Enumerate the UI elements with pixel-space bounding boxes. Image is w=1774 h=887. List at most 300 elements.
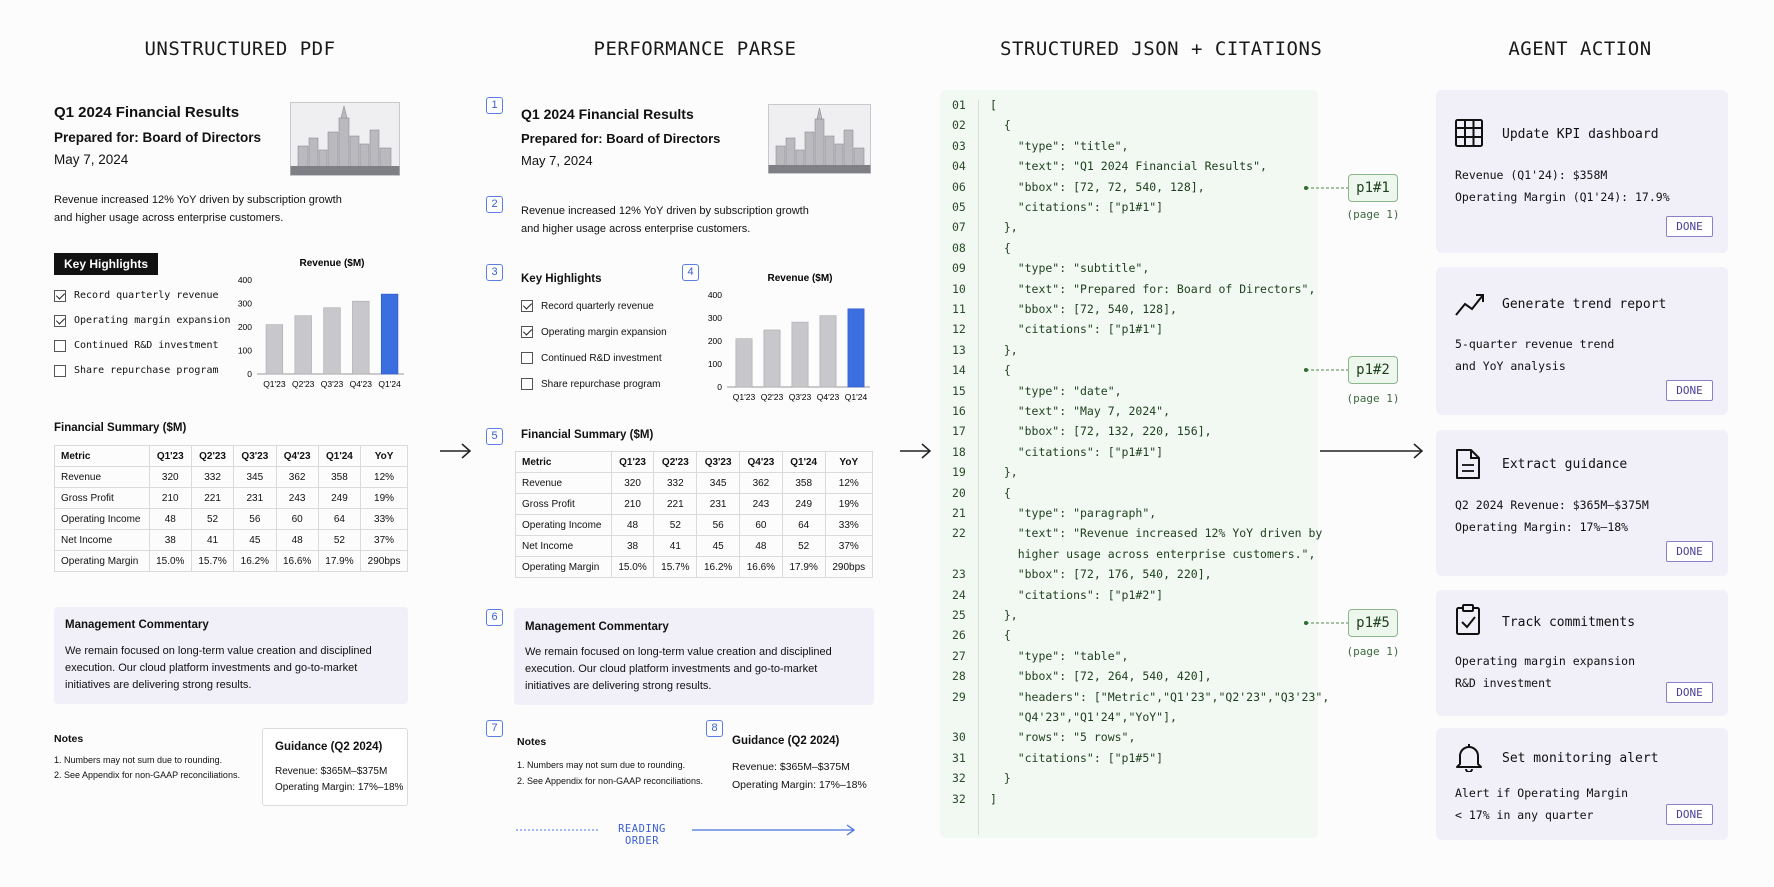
checkbox-checked[interactable]	[54, 290, 66, 302]
table-row	[516, 536, 873, 557]
highlight-label: Continued R&D investment	[74, 340, 219, 351]
arrow-right-icon	[438, 441, 474, 461]
table-cell: 332	[191, 467, 233, 488]
line-number: 19	[952, 465, 966, 480]
citation-tag[interactable]: p1#2	[1348, 356, 1398, 384]
notes-title: Notes	[517, 736, 547, 748]
json-code-line	[940, 261, 1318, 281]
table-cell: 60	[740, 515, 783, 536]
table-cell: 332	[654, 473, 697, 494]
table-cell: 33%	[825, 515, 872, 536]
table-cell: 358	[318, 467, 360, 488]
table-cell: 231	[697, 494, 740, 515]
management-commentary-box	[54, 607, 408, 704]
region-badge-7: 7	[486, 720, 503, 737]
checkbox-checked[interactable]	[521, 326, 533, 338]
doc-title: Q1 2024 Financial Results	[521, 106, 694, 122]
checkbox-unchecked[interactable]	[54, 365, 66, 377]
line-number: 05	[952, 200, 966, 214]
table-cell: 15.0%	[611, 557, 654, 578]
code-text: {	[990, 485, 1011, 500]
financial-summary-title: Financial Summary ($M)	[521, 429, 654, 441]
card-detail: Operating margin expansion	[1455, 654, 1636, 668]
table-cell: 17.9%	[782, 557, 825, 578]
table-row	[55, 530, 408, 551]
code-text: "type": "table",	[990, 648, 1129, 663]
table-row	[55, 509, 408, 530]
table-header-cell: Q3'23	[234, 446, 276, 467]
doc-date: May 7, 2024	[54, 152, 129, 167]
checkbox-checked[interactable]	[54, 315, 66, 327]
code-text: },	[990, 220, 1018, 235]
y-tick-label: 200	[237, 322, 252, 332]
table-cell: 16.2%	[234, 551, 276, 572]
table-cell: 48	[611, 515, 654, 536]
line-number: 06	[952, 179, 966, 194]
agent-card-extract-guidance	[1436, 430, 1728, 576]
management-commentary-line-2: execution. Our cloud platform investments and go-to-market	[65, 662, 358, 674]
code-text: higher usage across enterprise customers.",	[990, 546, 1316, 561]
table-row	[55, 551, 408, 572]
table-cell: 17.9%	[318, 551, 360, 572]
table-cell: 221	[191, 488, 233, 509]
card-detail: Q2 2024 Revenue: $365M–$375M	[1455, 498, 1649, 512]
table-cell: 362	[740, 473, 783, 494]
management-commentary-line-3: initiatives are delivering strong results.	[525, 680, 712, 692]
note-2: 2. See Appendix for non-GAAP reconciliations.	[517, 776, 703, 786]
code-text: "text": "Q1 2024 Financial Results",	[990, 159, 1267, 174]
line-number: 26	[952, 628, 966, 643]
json-code-line	[940, 792, 1318, 812]
revenue-bar	[848, 309, 864, 387]
json-code-line	[940, 159, 1318, 179]
highlight-item	[54, 308, 231, 333]
management-commentary-line-3: initiatives are delivering strong results.	[65, 679, 252, 691]
code-text: [	[990, 98, 997, 112]
table-header-row	[516, 452, 873, 473]
notes-title: Notes	[54, 733, 84, 745]
table-header-cell: Metric	[55, 446, 150, 467]
revenue-bar	[381, 294, 398, 374]
y-tick-label: 400	[707, 290, 722, 300]
x-tick-label: Q4'23	[816, 392, 840, 402]
highlight-label: Share repurchase program	[541, 378, 661, 390]
line-number: 14	[952, 363, 966, 378]
json-code-line	[940, 404, 1318, 424]
json-code-line	[940, 730, 1318, 750]
revenue-bar	[352, 301, 369, 374]
table-cell: Operating Margin	[516, 557, 612, 578]
line-number: 01	[952, 98, 966, 112]
json-code-line	[940, 302, 1318, 322]
table-cell: 15.0%	[149, 551, 191, 572]
json-code-line	[940, 628, 1318, 648]
table-row	[55, 467, 408, 488]
revenue-bar-chart	[230, 254, 410, 396]
guidance-margin: Operating Margin: 17%–18%	[732, 779, 867, 791]
table-cell: 33%	[361, 509, 408, 530]
table-cell: 249	[318, 488, 360, 509]
chart-title: Revenue ($M)	[299, 258, 365, 269]
region-badge-6: 6	[486, 609, 503, 626]
code-text: "headers": ["Metric","Q1'23","Q2'23","Q3'23",	[990, 689, 1330, 704]
card-detail: Alert if Operating Margin	[1455, 786, 1629, 800]
document-icon	[1454, 448, 1482, 480]
card-title: Track commitments	[1502, 615, 1636, 630]
citation-page: (page 1)	[1346, 392, 1400, 405]
citation-tag[interactable]: p1#1	[1348, 174, 1398, 202]
column-title-unstructured-pdf: UNSTRUCTURED PDF	[144, 38, 336, 60]
y-tick-label: 200	[707, 336, 722, 346]
code-text: "bbox": [72, 72, 540, 128],	[990, 179, 1205, 194]
table-cell: 15.7%	[654, 557, 697, 578]
doc-date: May 7, 2024	[521, 153, 593, 168]
json-code-line	[940, 506, 1318, 526]
table-header-cell: YoY	[361, 446, 408, 467]
revenue-paragraph-line-2: and higher usage across enterprise customers.	[54, 212, 284, 224]
json-code-line	[940, 751, 1318, 771]
table-row	[516, 515, 873, 536]
x-tick-label: Q1'24	[844, 392, 868, 402]
checkbox-unchecked[interactable]	[521, 352, 533, 364]
table-cell: 52	[782, 536, 825, 557]
table-cell: 37%	[825, 536, 872, 557]
table-cell: 290bps	[361, 551, 408, 572]
line-number: 18	[952, 444, 966, 459]
code-text: "type": "date",	[990, 383, 1122, 398]
region-badge-3: 3	[486, 264, 503, 281]
line-number: 02	[952, 118, 966, 133]
card-detail: 5-quarter revenue trend	[1455, 337, 1615, 351]
table-row	[516, 473, 873, 494]
table-cell: 41	[191, 530, 233, 551]
region-badge-5: 5	[486, 428, 503, 445]
doc-subtitle: Prepared for: Board of Directors	[54, 130, 262, 145]
highlight-item	[54, 283, 231, 308]
table-row	[516, 557, 873, 578]
table-cell: 45	[234, 530, 276, 551]
line-number: 22	[952, 526, 966, 541]
line-number: 16	[952, 404, 966, 418]
doc-title: Q1 2024 Financial Results	[54, 104, 240, 121]
line-number: 21	[952, 506, 966, 520]
card-title: Update KPI dashboard	[1502, 127, 1659, 142]
trend-line-icon	[1454, 289, 1486, 319]
code-text: "Q4'23","Q1'24","YoY"],	[990, 710, 1177, 724]
line-number: 09	[952, 261, 966, 276]
agent-card-set-monitoring-alert	[1436, 728, 1728, 840]
json-code-line	[940, 343, 1318, 363]
table-header-cell: YoY	[825, 452, 872, 473]
revenue-bar	[736, 339, 752, 387]
table-cell: 243	[740, 494, 783, 515]
table-cell: Net Income	[55, 530, 150, 551]
reading-order-label: READING ORDER	[618, 823, 666, 847]
y-tick-label: 400	[237, 275, 252, 285]
guidance-margin: Operating Margin: 17%–18%	[275, 782, 404, 793]
line-number: 28	[952, 669, 966, 684]
json-code-line	[940, 588, 1318, 608]
financial-summary-title: Financial Summary ($M)	[54, 422, 187, 434]
agent-card-generate-trend-report	[1436, 267, 1728, 415]
highlight-item	[521, 293, 667, 319]
line-number: 23	[952, 567, 966, 582]
revenue-paragraph-line-1: Revenue increased 12% YoY driven by subscription growth	[521, 205, 809, 217]
region-badge-4: 4	[682, 264, 699, 281]
management-commentary-title: Management Commentary	[525, 621, 669, 633]
table-cell: 12%	[361, 467, 408, 488]
line-number: 30	[952, 730, 966, 745]
table-cell: 19%	[361, 488, 408, 509]
line-number: 24	[952, 587, 966, 602]
json-code-line	[940, 608, 1318, 628]
checkbox-unchecked[interactable]	[54, 340, 66, 352]
table-cell: Operating Margin	[55, 551, 150, 572]
reading-order-arrow	[514, 820, 859, 840]
y-tick-label: 300	[237, 298, 252, 309]
agent-card-update-kpi-dashboard	[1436, 90, 1728, 253]
region-badge-1: 1	[486, 97, 503, 114]
table-header-cell: Q4'23	[276, 446, 318, 467]
code-text: "type": "paragraph",	[990, 506, 1157, 520]
table-cell: 362	[276, 467, 318, 488]
json-code-line	[940, 424, 1318, 444]
code-text: "bbox": [72, 132, 220, 156],	[990, 424, 1212, 439]
guidance-title: Guidance (Q2 2024)	[275, 741, 383, 753]
table-cell: Operating Income	[55, 509, 150, 530]
card-detail: R&D investment	[1455, 676, 1552, 690]
line-number: 27	[952, 648, 966, 663]
highlight-item	[54, 358, 231, 383]
management-commentary-line-2: execution. Our cloud platform investments and go-to-market	[525, 663, 818, 675]
json-code-line	[940, 180, 1318, 200]
chart-title: Revenue ($M)	[767, 273, 833, 284]
table-cell: 56	[234, 509, 276, 530]
highlight-item	[521, 319, 667, 345]
management-commentary-line-1: We remain focused on long-term value creation and disciplined	[525, 646, 832, 658]
table-header-row	[55, 446, 408, 467]
table-cell: Gross Profit	[516, 494, 612, 515]
column-title-structured-json: STRUCTURED JSON + CITATIONS	[1000, 38, 1323, 60]
card-detail: < 17% in any quarter	[1455, 808, 1594, 822]
key-highlights-heading: Key Highlights	[521, 273, 602, 285]
x-tick-label: Q3'23	[320, 379, 344, 389]
table-header-cell: Q3'23	[697, 452, 740, 473]
card-detail: and YoY analysis	[1455, 359, 1566, 373]
key-highlights-heading: Key Highlights	[54, 253, 158, 275]
arrow-right-icon	[1318, 441, 1426, 461]
table-cell: Revenue	[55, 467, 150, 488]
table-cell: 320	[149, 467, 191, 488]
revenue-paragraph	[54, 191, 342, 227]
highlights-list	[54, 283, 231, 383]
table-cell: 345	[234, 467, 276, 488]
table-cell: 52	[654, 515, 697, 536]
arrow-right-icon	[898, 441, 934, 461]
table-cell: 221	[654, 494, 697, 515]
management-commentary-title: Management Commentary	[65, 619, 209, 631]
table-cell: 16.6%	[276, 551, 318, 572]
done-button[interactable]: DONE	[1666, 682, 1713, 703]
code-text: },	[990, 608, 1018, 622]
table-cell: 41	[654, 536, 697, 557]
line-number: 10	[952, 281, 966, 296]
code-text: },	[990, 465, 1018, 480]
card-title: Generate trend report	[1502, 297, 1667, 312]
note-1: 1. Numbers may not sum due to rounding.	[517, 760, 686, 770]
code-text: "citations": ["p1#1"]	[990, 322, 1164, 337]
table-header-cell: Q1'23	[611, 452, 654, 473]
highlights-list	[521, 293, 667, 397]
x-tick-label: Q1'24	[378, 379, 401, 389]
revenue-bar-chart	[700, 269, 876, 409]
code-text: "type": "title",	[990, 138, 1129, 153]
line-number: 04	[952, 159, 966, 174]
revenue-paragraph-line-2: and higher usage across enterprise customers.	[521, 223, 751, 235]
management-commentary-box	[514, 608, 874, 705]
highlight-item	[521, 371, 667, 397]
table-cell: 19%	[825, 494, 872, 515]
line-number: 12	[952, 322, 966, 337]
table-cell: 38	[611, 536, 654, 557]
code-text: "bbox": [72, 540, 128],	[990, 302, 1177, 316]
code-text: "rows": "5 rows",	[990, 730, 1136, 745]
table-header-cell: Q2'23	[191, 446, 233, 467]
json-code-line	[940, 486, 1318, 506]
json-code-line	[940, 322, 1318, 342]
code-text: "citations": ["p1#2"]	[990, 587, 1164, 602]
table-cell: 56	[697, 515, 740, 536]
table-cell: 60	[276, 509, 318, 530]
citation-tag[interactable]: p1#5	[1348, 609, 1398, 637]
table-cell: Net Income	[516, 536, 612, 557]
citation-page: (page 1)	[1346, 208, 1400, 221]
checkbox-checked[interactable]	[521, 300, 533, 312]
line-number: 13	[952, 342, 966, 357]
table-cell: 290bps	[825, 557, 872, 578]
x-tick-label: Q1'23	[732, 392, 756, 402]
guidance-box	[262, 728, 408, 806]
done-button[interactable]: DONE	[1666, 804, 1713, 825]
column-title-performance-parse: PERFORMANCE PARSE	[593, 38, 797, 60]
checkbox-unchecked[interactable]	[521, 378, 533, 390]
table-cell: 48	[149, 509, 191, 530]
table-cell: Gross Profit	[55, 488, 150, 509]
table-cell: Operating Income	[516, 515, 612, 536]
table-cell: 52	[191, 509, 233, 530]
code-text: },	[990, 342, 1018, 357]
table-cell: 249	[782, 494, 825, 515]
json-code-line	[940, 547, 1318, 567]
table-cell: 64	[318, 509, 360, 530]
json-code-line	[940, 771, 1318, 791]
line-number: 15	[952, 383, 966, 398]
table-header-cell: Q1'23	[149, 446, 191, 467]
json-code-line	[940, 98, 1318, 118]
code-text: "citations": ["p1#5"]	[990, 750, 1164, 765]
code-text: "citations": ["p1#1"]	[990, 444, 1164, 459]
highlight-item	[54, 333, 231, 358]
code-text: ]	[990, 791, 997, 806]
revenue-bar	[764, 330, 780, 387]
financial-summary-table	[515, 451, 873, 578]
revenue-paragraph	[521, 202, 809, 238]
table-cell: 210	[611, 494, 654, 515]
table-grid-icon	[1454, 118, 1484, 148]
table-row	[516, 494, 873, 515]
guidance-revenue: Revenue: $365M–$375M	[275, 766, 388, 777]
card-detail: Revenue (Q1'24): $358M	[1455, 168, 1608, 182]
line-number: 31	[952, 750, 966, 765]
code-text: "text": "Revenue increased 12% YoY driven by	[990, 526, 1323, 541]
line-number: 03	[952, 138, 966, 153]
json-code-line	[940, 384, 1318, 404]
table-cell: 48	[740, 536, 783, 557]
management-commentary-line-1: We remain focused on long-term value creation and disciplined	[65, 645, 372, 657]
clipboard-check-icon	[1454, 604, 1482, 636]
doc-subtitle: Prepared for: Board of Directors	[521, 131, 721, 146]
done-button[interactable]: DONE	[1666, 380, 1713, 401]
y-tick-label: 300	[707, 313, 722, 323]
revenue-bar	[324, 308, 341, 374]
table-cell: 16.2%	[697, 557, 740, 578]
revenue-bar	[266, 325, 283, 374]
table-cell: Revenue	[516, 473, 612, 494]
management-commentary-text	[525, 644, 870, 695]
card-detail: Operating Margin: 17%–18%	[1455, 520, 1629, 534]
table-cell: 231	[234, 488, 276, 509]
done-button[interactable]: DONE	[1666, 541, 1713, 562]
table-header-cell: Q4'23	[740, 452, 783, 473]
highlight-label: Record quarterly revenue	[74, 290, 219, 301]
city-skyline-image	[290, 102, 400, 176]
y-tick-label: 0	[247, 369, 252, 379]
note-1: 1. Numbers may not sum due to rounding.	[54, 755, 223, 765]
line-number: 20	[952, 485, 966, 500]
code-text: {	[990, 628, 1011, 643]
table-cell: 320	[611, 473, 654, 494]
x-tick-label: Q2'23	[291, 379, 315, 389]
revenue-bar	[295, 316, 312, 374]
done-button[interactable]: DONE	[1666, 216, 1713, 237]
table-cell: 15.7%	[191, 551, 233, 572]
json-code-line	[940, 649, 1318, 669]
column-title-agent-action: AGENT ACTION	[1508, 38, 1652, 60]
json-code-line	[940, 526, 1323, 546]
json-code-line	[940, 669, 1318, 689]
code-text: {	[990, 240, 1011, 255]
code-text: "text": "May 7, 2024",	[990, 404, 1171, 418]
json-code-line	[940, 220, 1318, 240]
y-tick-label: 0	[717, 382, 722, 392]
y-tick-label: 100	[237, 345, 252, 356]
agent-card-track-commitments	[1436, 590, 1728, 716]
x-tick-label: Q1'23	[263, 379, 286, 389]
json-code-line	[940, 567, 1318, 587]
highlight-label: Share repurchase program	[74, 365, 219, 376]
table-cell: 12%	[825, 473, 872, 494]
table-cell: 64	[782, 515, 825, 536]
code-text: "type": "subtitle",	[990, 261, 1150, 276]
citation-page: (page 1)	[1346, 645, 1400, 658]
table-cell: 38	[149, 530, 191, 551]
json-code-line	[940, 282, 1318, 302]
y-tick-label: 100	[707, 359, 722, 369]
revenue-bar	[820, 316, 836, 387]
guidance-title: Guidance (Q2 2024)	[732, 735, 840, 747]
json-code-line	[940, 689, 1330, 710]
card-title: Set monitoring alert	[1502, 751, 1659, 766]
